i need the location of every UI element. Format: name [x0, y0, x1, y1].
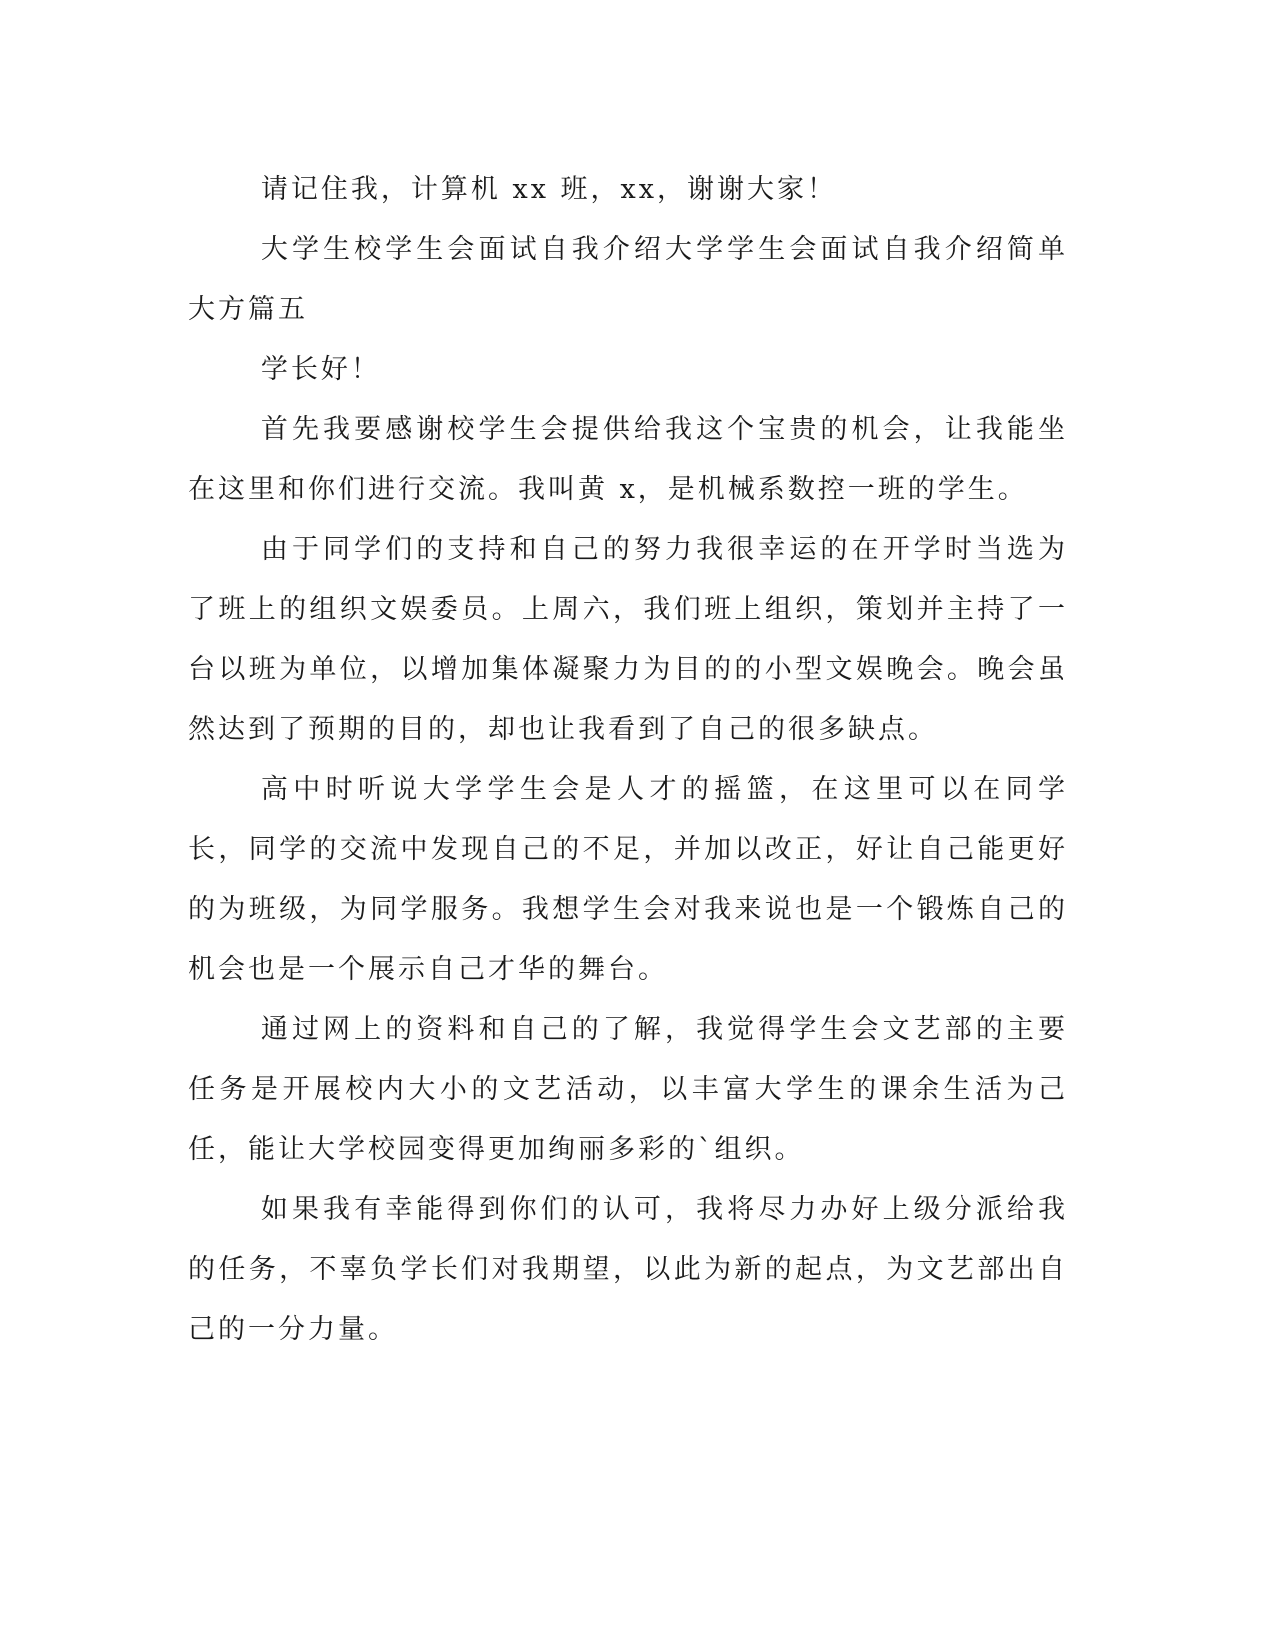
paragraph-motivation: 高中时听说大学学生会是人才的摇篮，在这里可以在同学长，同学的交流中发现自己的不足，并加以改正，好让自己能更好的为班级，为同学服务。我想学生会对我来说也是一个锻炼自己的机会也是一个展示自己才华的舞台。 [188, 774, 1068, 985]
document-body [188, 160, 1068, 1360]
paragraph-commitment: 如果我有幸能得到你们的认可，我将尽力办好上级分派给我的任务，不辜负学长们对我期望，以此为新的起点，为文艺部出自己的一分力量。 [188, 1194, 1068, 1345]
paragraph-introduction: 首先我要感谢校学生会提供给我这个宝贵的机会，让我能坐在这里和你们进行交流。我叫黄 x，是机械系数控一班的学生。 [188, 414, 1068, 505]
paragraph-closing-thanks: 请记住我，计算机 xx 班，xx，谢谢大家！ [260, 174, 837, 205]
section-heading: 大学生校学生会面试自我介绍大学学生会面试自我介绍简单大方篇五 [188, 234, 1068, 325]
paragraph-experience: 由于同学们的支持和自己的努力我很幸运的在开学时当选为了班上的组织文娱委员。上周六，我们班上组织，策划并主持了一台以班为单位，以增加集体凝聚力为目的的小型文娱晚会。晚会虽然达到了预期的目的，却也让我看到了自己的很多缺点。 [188, 534, 1068, 745]
paragraph-understanding: 通过网上的资料和自己的了解，我觉得学生会文艺部的主要任务是开展校内大小的文艺活动，以丰富大学生的课余生活为己任，能让大学校园变得更加绚丽多彩的`组织。 [188, 1014, 1068, 1165]
paragraph-greeting: 学长好！ [260, 354, 381, 385]
